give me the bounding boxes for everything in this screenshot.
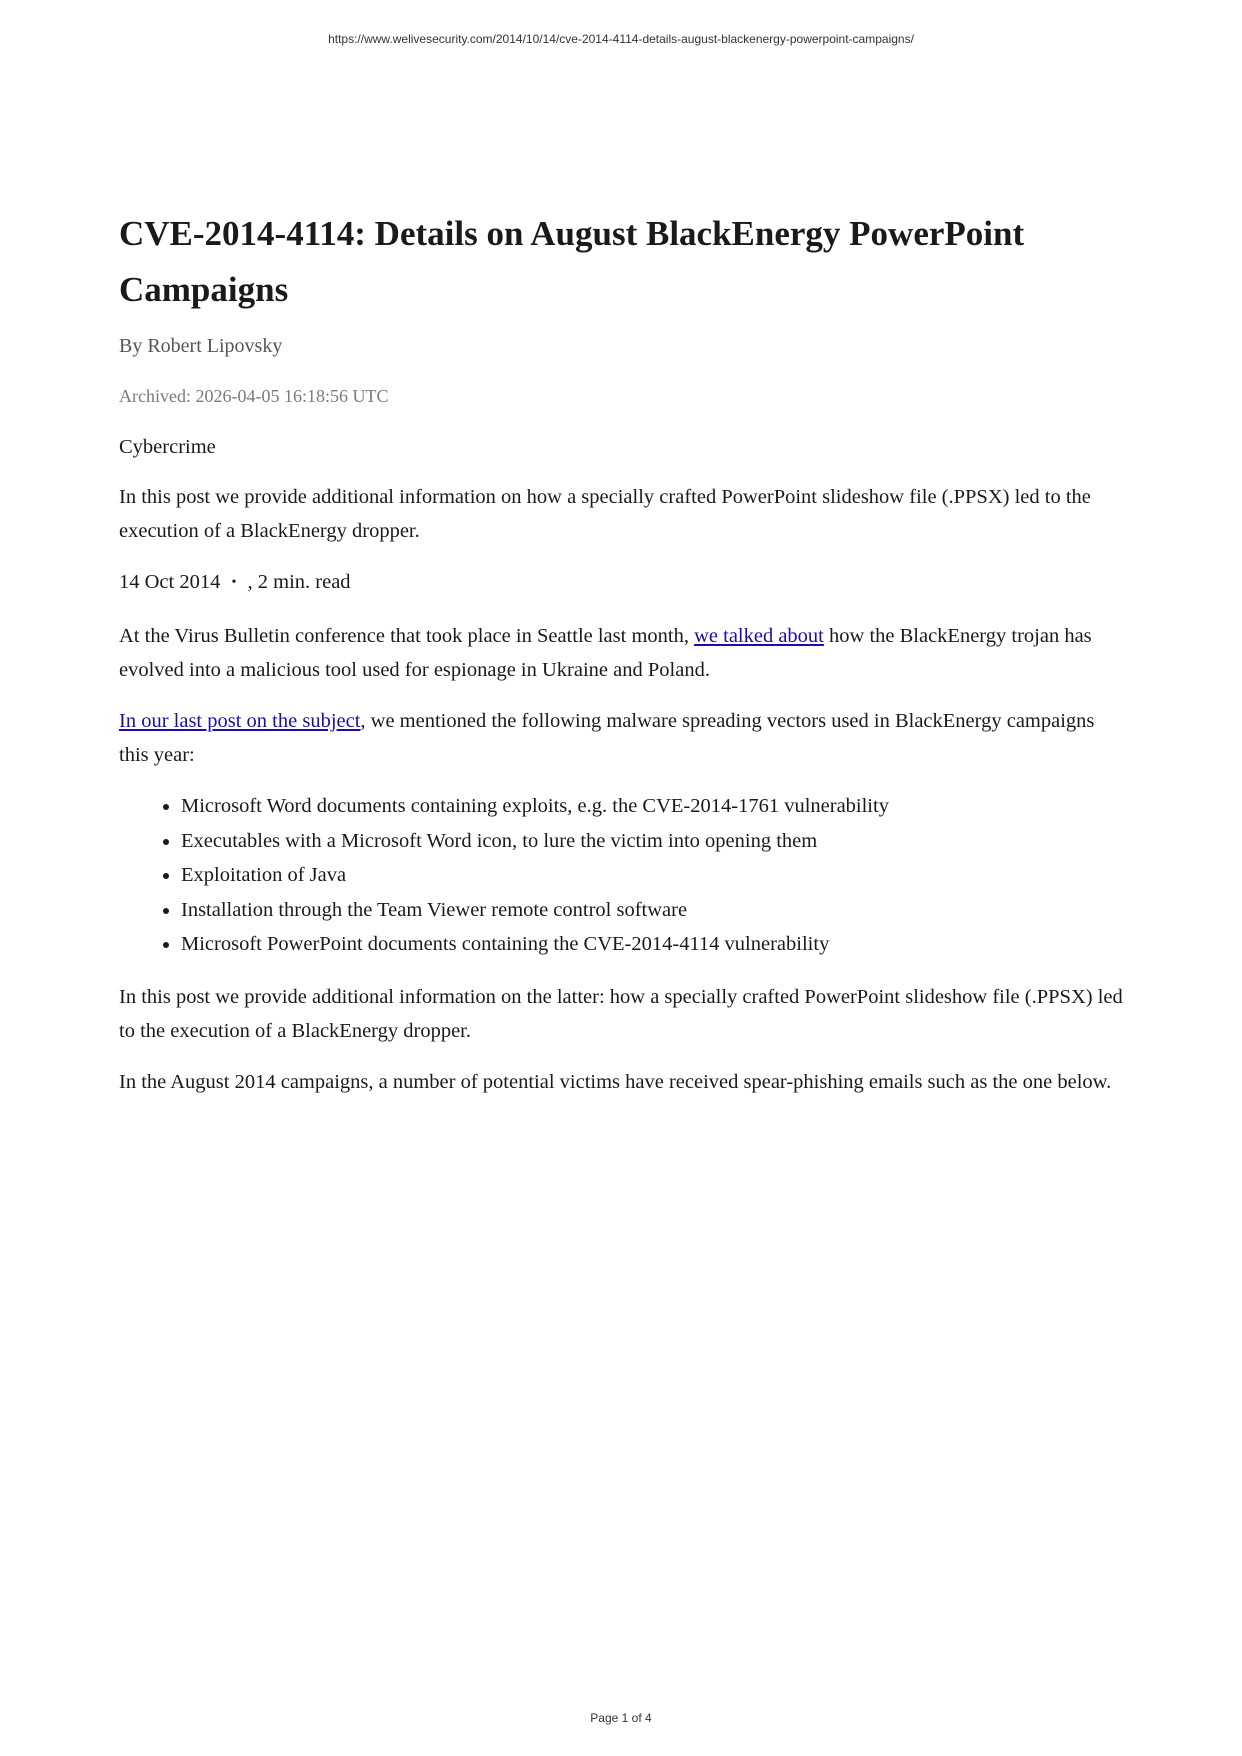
paragraph-august-campaigns: In the August 2014 campaigns, a number of potential victims have received spear-phishing emails such as the one below. bbox=[119, 1070, 1112, 1093]
article-meta bbox=[119, 565, 1129, 602]
paragraph-ppsx-details: In this post we provide additional information on the latter: how a specially crafted PowerPoint slideshow file (.PPSX) led to the execution of a BlackEnergy dropper. bbox=[119, 985, 1123, 1042]
paragraph-virus-bulletin bbox=[119, 619, 1129, 687]
meta-separator: • bbox=[231, 575, 237, 590]
list-item: • Exploitation of Java bbox=[181, 858, 1129, 893]
paragraph-text: how the BlackEnergy trojan has evolved into a malicious tool used for espionage in Ukraine and Poland. bbox=[119, 625, 1092, 681]
read-time: , 2 min. read bbox=[247, 571, 351, 593]
paragraph-text: At the Virus Bulletin conference that took place in Seattle last month, bbox=[119, 625, 695, 647]
list-item: • Installation through the Team Viewer remote control software bbox=[181, 893, 1129, 928]
page-number: Page 1 of 4 bbox=[590, 1711, 652, 1725]
article-category: Cybercrime bbox=[119, 436, 216, 458]
last-post-link[interactable]: In our last post on the subject bbox=[119, 710, 361, 732]
archived-timestamp: Archived: 2026-04-05 16:18:56 UTC bbox=[119, 386, 389, 406]
list-item: • Executables with a Microsoft Word icon, to lure the victim into opening them bbox=[181, 824, 1129, 859]
malware-vectors-list bbox=[119, 789, 1129, 962]
publish-date: 14 Oct 2014 bbox=[119, 571, 221, 593]
article-title: CVE-2014-4114: Details on August BlackEnergy PowerPoint Campaigns bbox=[119, 214, 1025, 309]
article-body bbox=[119, 206, 1129, 1116]
paragraph-text: , we mentioned the following malware spreading vectors used in BlackEnergy campaigns this year: bbox=[119, 710, 1095, 766]
article-byline: By Robert Lipovsky bbox=[119, 335, 283, 357]
page-url-header: https://www.welivesecurity.com/2014/10/14/cve-2014-4114-details-august-blackenergy-powerpoint-campaigns/ bbox=[328, 32, 914, 46]
list-item: • Microsoft PowerPoint documents containing the CVE-2014-4114 vulnerability bbox=[181, 927, 1129, 962]
article-summary: In this post we provide additional information on how a specially crafted PowerPoint slideshow file (.PPSX) led to the execution of a BlackEnergy dropper. bbox=[119, 486, 1091, 542]
we-talked-about-link[interactable]: we talked about bbox=[694, 625, 824, 647]
list-item: • Microsoft Word documents containing exploits, e.g. the CVE-2014-1761 vulnerability bbox=[181, 789, 1129, 824]
paragraph-last-post bbox=[119, 704, 1129, 772]
